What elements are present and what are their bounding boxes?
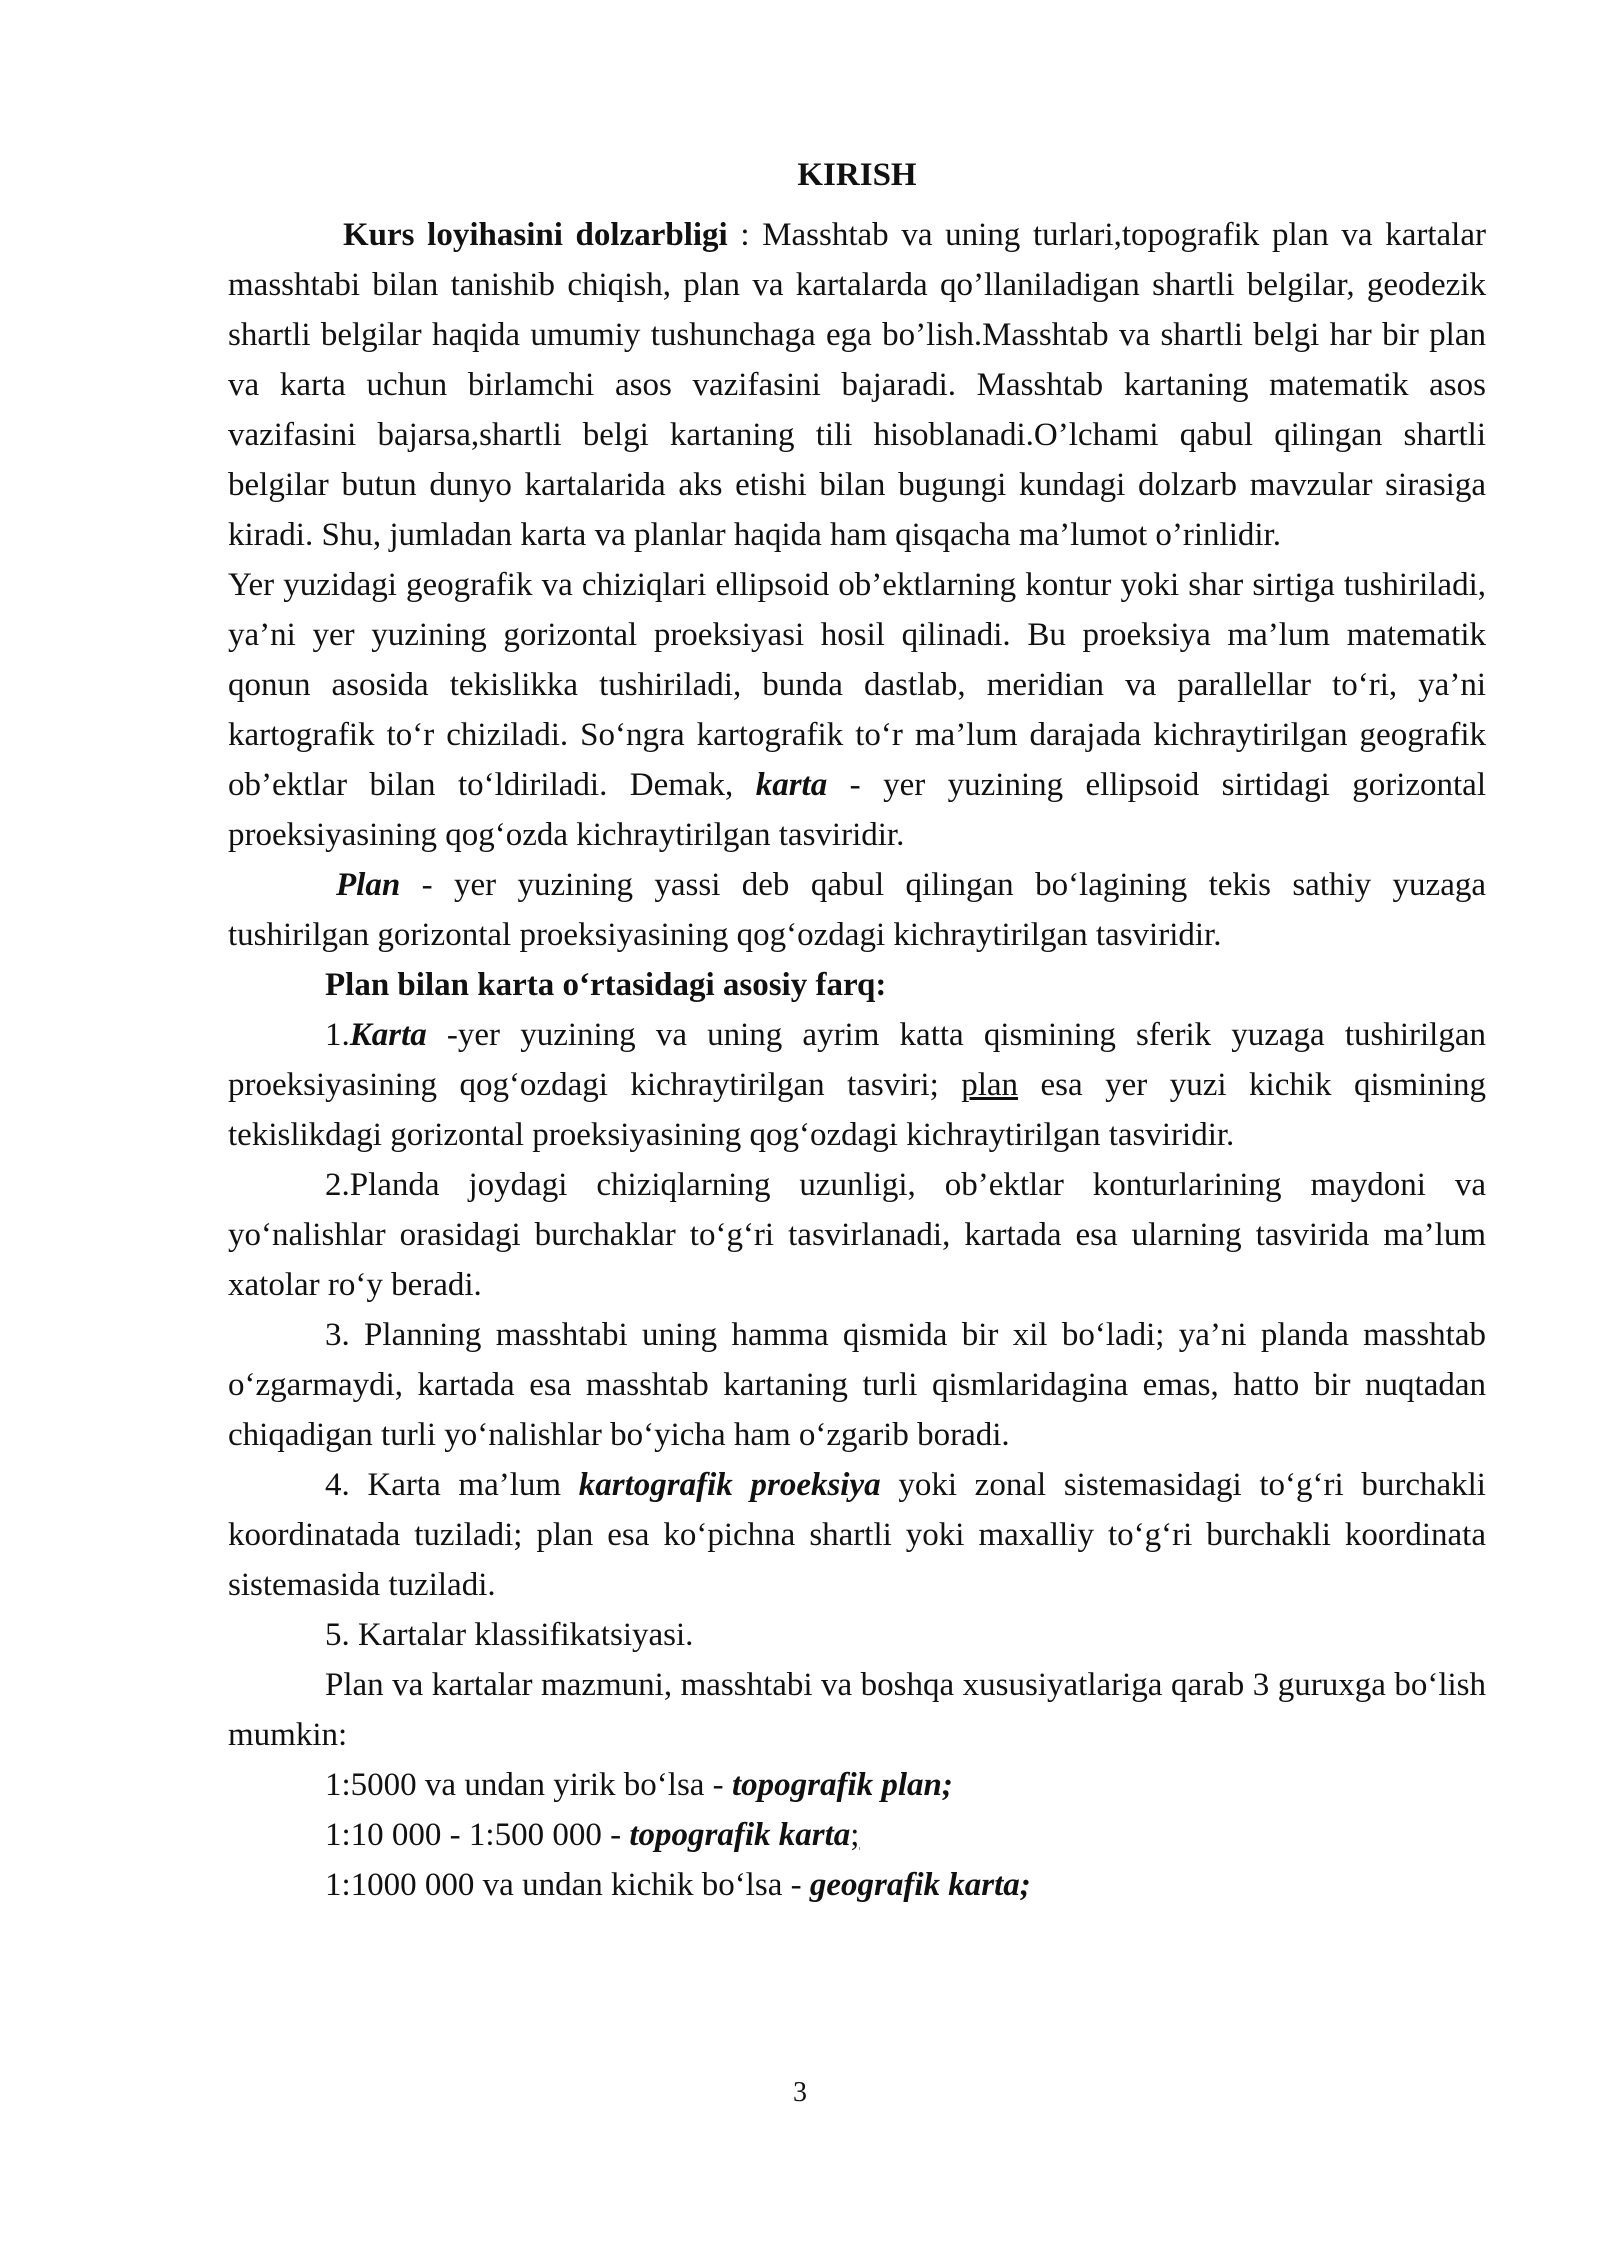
item1-term: Karta xyxy=(349,1017,427,1053)
difference-item-1: 1.Karta -yer yuzining va uning ayrim katta qismining sferik yuzaga tushirilgan proeksiyasining qog‘ozdagi kichraytirilgan tasviri; plan esa yer yuzi kichik qismining tekislikdagi gorizontal proeksiyasining qog‘ozdagi kichraytirilgan tasviridir. xyxy=(228,1017,1487,1153)
plan-term: Plan xyxy=(336,867,401,903)
scale-line-3: 1:1000 000 va undan kichik bo‘lsa - geografik karta; xyxy=(325,1867,1031,1903)
scale-line-1: 1:5000 va undan yirik bo‘lsa - topografik plan; xyxy=(325,1767,953,1803)
plan-text: - yer yuzining yassi deb qabul qilingan bo‘lagining tekis sathiy yuzaga tushirilgan gorizontal proeksiyasining qog‘ozdagi kichraytirilgan tasviridir. xyxy=(228,867,1486,953)
difference-item-4: 4. Karta ma’lum kartografik proeksiya yoki zonal sistemasidagi to‘g‘ri burchakli koordinatada tuziladi; plan esa ko‘pichna shartli yoki maxalliy to‘g‘ri burchakli koordinata sistemasida tuziladi. xyxy=(228,1467,1486,1603)
difference-item-5: 5. Kartalar klassifikatsiyasi. xyxy=(325,1617,694,1653)
differences-heading: Plan bilan karta o‘rtasidagi asosiy farq: xyxy=(325,967,887,1003)
item1-underlined: plan xyxy=(961,1067,1019,1103)
scale-line-2: 1:10 000 - 1:500 000 - topografik karta; xyxy=(325,1817,860,1853)
karta-term: karta xyxy=(755,767,828,803)
scale2-term: topografik karta xyxy=(629,1817,851,1853)
scale1-term: topografik plan; xyxy=(731,1767,953,1803)
scale3-term: geografik karta; xyxy=(809,1867,1031,1903)
page-title: KIRISH xyxy=(797,157,917,193)
page-number: 3 xyxy=(793,2077,807,2108)
groups-intro: Plan va kartalar mazmuni, masshtabi va boshqa xususiyatlariga qarab 3 guruxga bo‘lish mumkin: xyxy=(228,1667,1486,1753)
difference-item-3: 3. Planning masshtabi uning hamma qismida bir xil bo‘ladi; ya’ni planda masshtab o‘zgarmaydi, kartada esa masshtab kartaning turli qismlaridagina emas, hatto bir nuqtadan chiqadigan turli yo‘nalishlar bo‘yicha ham o‘zgarib boradi. xyxy=(228,1317,1486,1453)
difference-item-2: 2.Planda joydagi chiziqlarning uzunligi, ob’ektlar konturlarining maydoni va yo‘nalishlar orasidagi burchaklar to‘g‘ri tasvirlanadi, kartada esa ularning tasvirida ma’lum xatolar ro‘y beradi. xyxy=(228,1167,1486,1303)
intro-label: Kurs loyihasini dolzarbligi xyxy=(343,217,728,253)
karta-text-1: Yer yuzidagi geografik va chiziqlari ellipsoid ob’ektlarning kontur yoki shar sirtiga tushiriladi, ya’ni yer yuzining gorizontal proeksiyasi hosil qilinadi. Bu proeksiya ma’lum matematik qonun asosida tekislikka tushiriladi, bunda dastlab, meridian va parallellar to‘ri, ya’ni kartografik to‘r chiziladi. So‘ngra kartografik to‘r ma’lum darajada kichraytirilgan geografik ob’ektlar bilan to‘ldiriladi. Demak, xyxy=(228,567,1486,803)
karta-text-2: - yer yuzining ellipsoid sirtidagi gorizontal proeksiyasining qog‘ozda kichraytirilgan tasviridir. xyxy=(228,767,1486,853)
karta-definition-paragraph xyxy=(228,560,1486,860)
intro-text: : Masshtab va uning turlari,topografik plan va kartalar masshtabi bilan tanishib chiqish, plan va kartalarda qo’llaniladigan shartli belgilar, geodezik shartli belgilar haqida umumiy tushunchaga ega bo’lish.Masshtab va shartli belgi har bir plan va karta uchun birlamchi asos vazifasini bajaradi. Masshtab kartaning matematik asos vazifasini bajarsa,shartli belgi kartaning tili hisoblanadi.O’lchami qabul qilingan shartli belgilar butun dunyo kartalarida aks etishi bilan bugungi kundagi dolzarb mavzular sirasiga kiradi. Shu, jumladan karta va planlar haqida ham qisqacha ma’lumot o’rinlidir. xyxy=(228,217,1486,553)
document-page xyxy=(228,150,1486,1910)
intro-paragraph xyxy=(228,210,1486,560)
item4-term: kartografik proeksiya xyxy=(578,1467,881,1503)
plan-definition-paragraph xyxy=(228,860,1486,960)
